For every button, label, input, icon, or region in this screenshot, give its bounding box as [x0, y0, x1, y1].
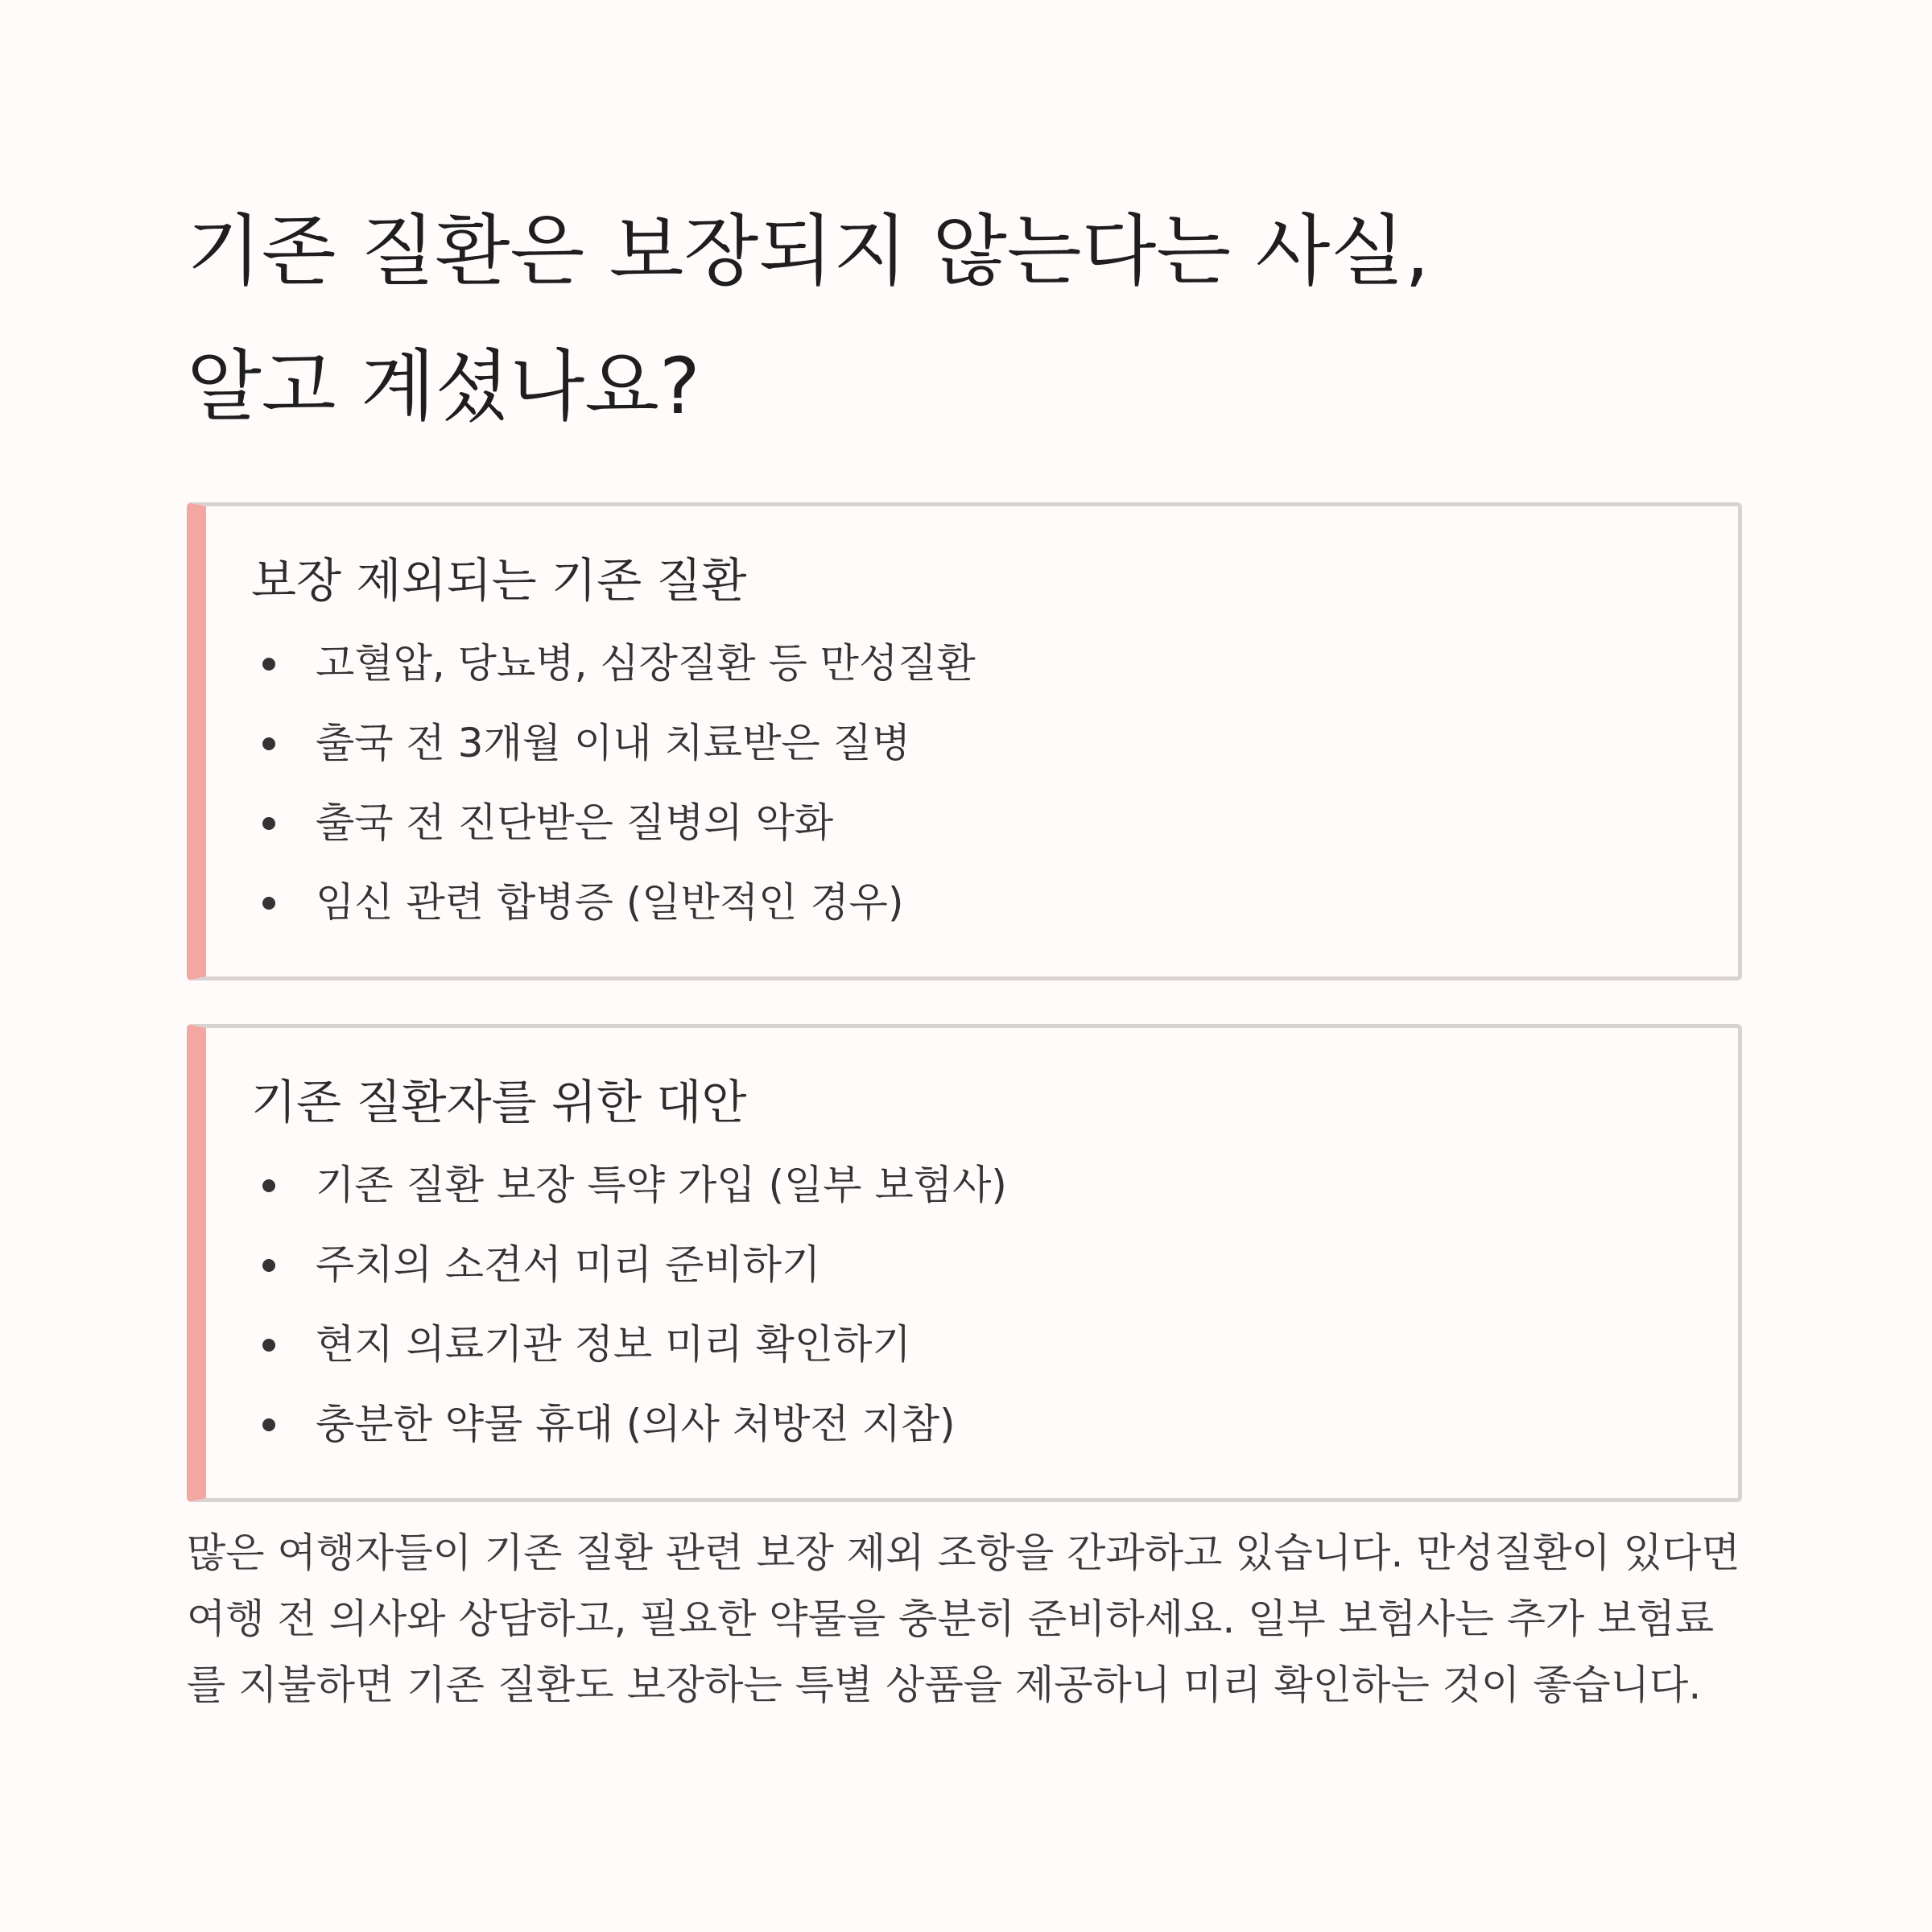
list-item — [251, 863, 1706, 943]
alternatives-heading: 기존 질환자를 위한 대안 — [251, 1075, 747, 1129]
list-item-text: 현지 의료기관 정보 미리 확인하기 — [316, 1321, 911, 1368]
list-item — [251, 624, 1706, 704]
bullet-icon — [262, 817, 275, 830]
bullet-icon — [262, 897, 275, 910]
bullet-icon — [262, 737, 275, 750]
list-item-text: 임신 관련 합병증 (일반적인 경우) — [316, 879, 904, 926]
list-item — [251, 1385, 1706, 1464]
alternatives-card — [187, 1024, 1742, 1502]
list-item-text: 출국 전 3개월 이내 치료받은 질병 — [316, 720, 911, 766]
list-item — [251, 1146, 1706, 1225]
bullet-icon — [262, 1179, 275, 1192]
list-item-text: 고혈압, 당뇨병, 심장질환 등 만성질환 — [316, 640, 976, 687]
excluded-conditions-card — [187, 502, 1742, 980]
excluded-conditions-list — [251, 624, 1706, 943]
list-item-text: 기존 질환 보장 특약 가입 (일부 보험사) — [316, 1162, 1007, 1208]
list-item-text: 출국 전 진단받은 질병의 악화 — [316, 799, 834, 846]
list-item — [251, 1305, 1706, 1385]
alternatives-list — [251, 1146, 1706, 1464]
bullet-icon — [262, 1418, 275, 1431]
page-title — [187, 0, 1740, 454]
list-item — [251, 783, 1706, 863]
excluded-conditions-heading: 보장 제외되는 기존 질환 — [251, 553, 747, 608]
bullet-icon — [262, 1339, 275, 1352]
page-title-line-2: 알고 계셨나요? — [187, 341, 700, 431]
list-item-text: 충분한 약물 휴대 (의사 처방전 지참) — [316, 1401, 956, 1447]
page-title-line-1: 기존 질환은 보장되지 않는다는 사실, — [187, 206, 1430, 296]
bullet-icon — [262, 658, 275, 671]
summary-paragraph: 많은 여행자들이 기존 질환 관련 보장 제외 조항을 간과하고 있습니다. 만성질환이 있다면 여행 전 의사와 상담하고, 필요한 약물을 충분히 준비하세요. 일부 보험사는 추가 보험료를 지불하면 기존 질환도 보장하는 특별 상품을 제공하니 미리 확인하는 것이 좋습니다. — [187, 1530, 1740, 1708]
page-content — [187, 0, 1740, 1718]
bullet-icon — [262, 1259, 275, 1272]
list-item-text: 주치의 소견서 미리 준비하기 — [316, 1241, 821, 1288]
list-item — [251, 1225, 1706, 1305]
list-item — [251, 704, 1706, 783]
